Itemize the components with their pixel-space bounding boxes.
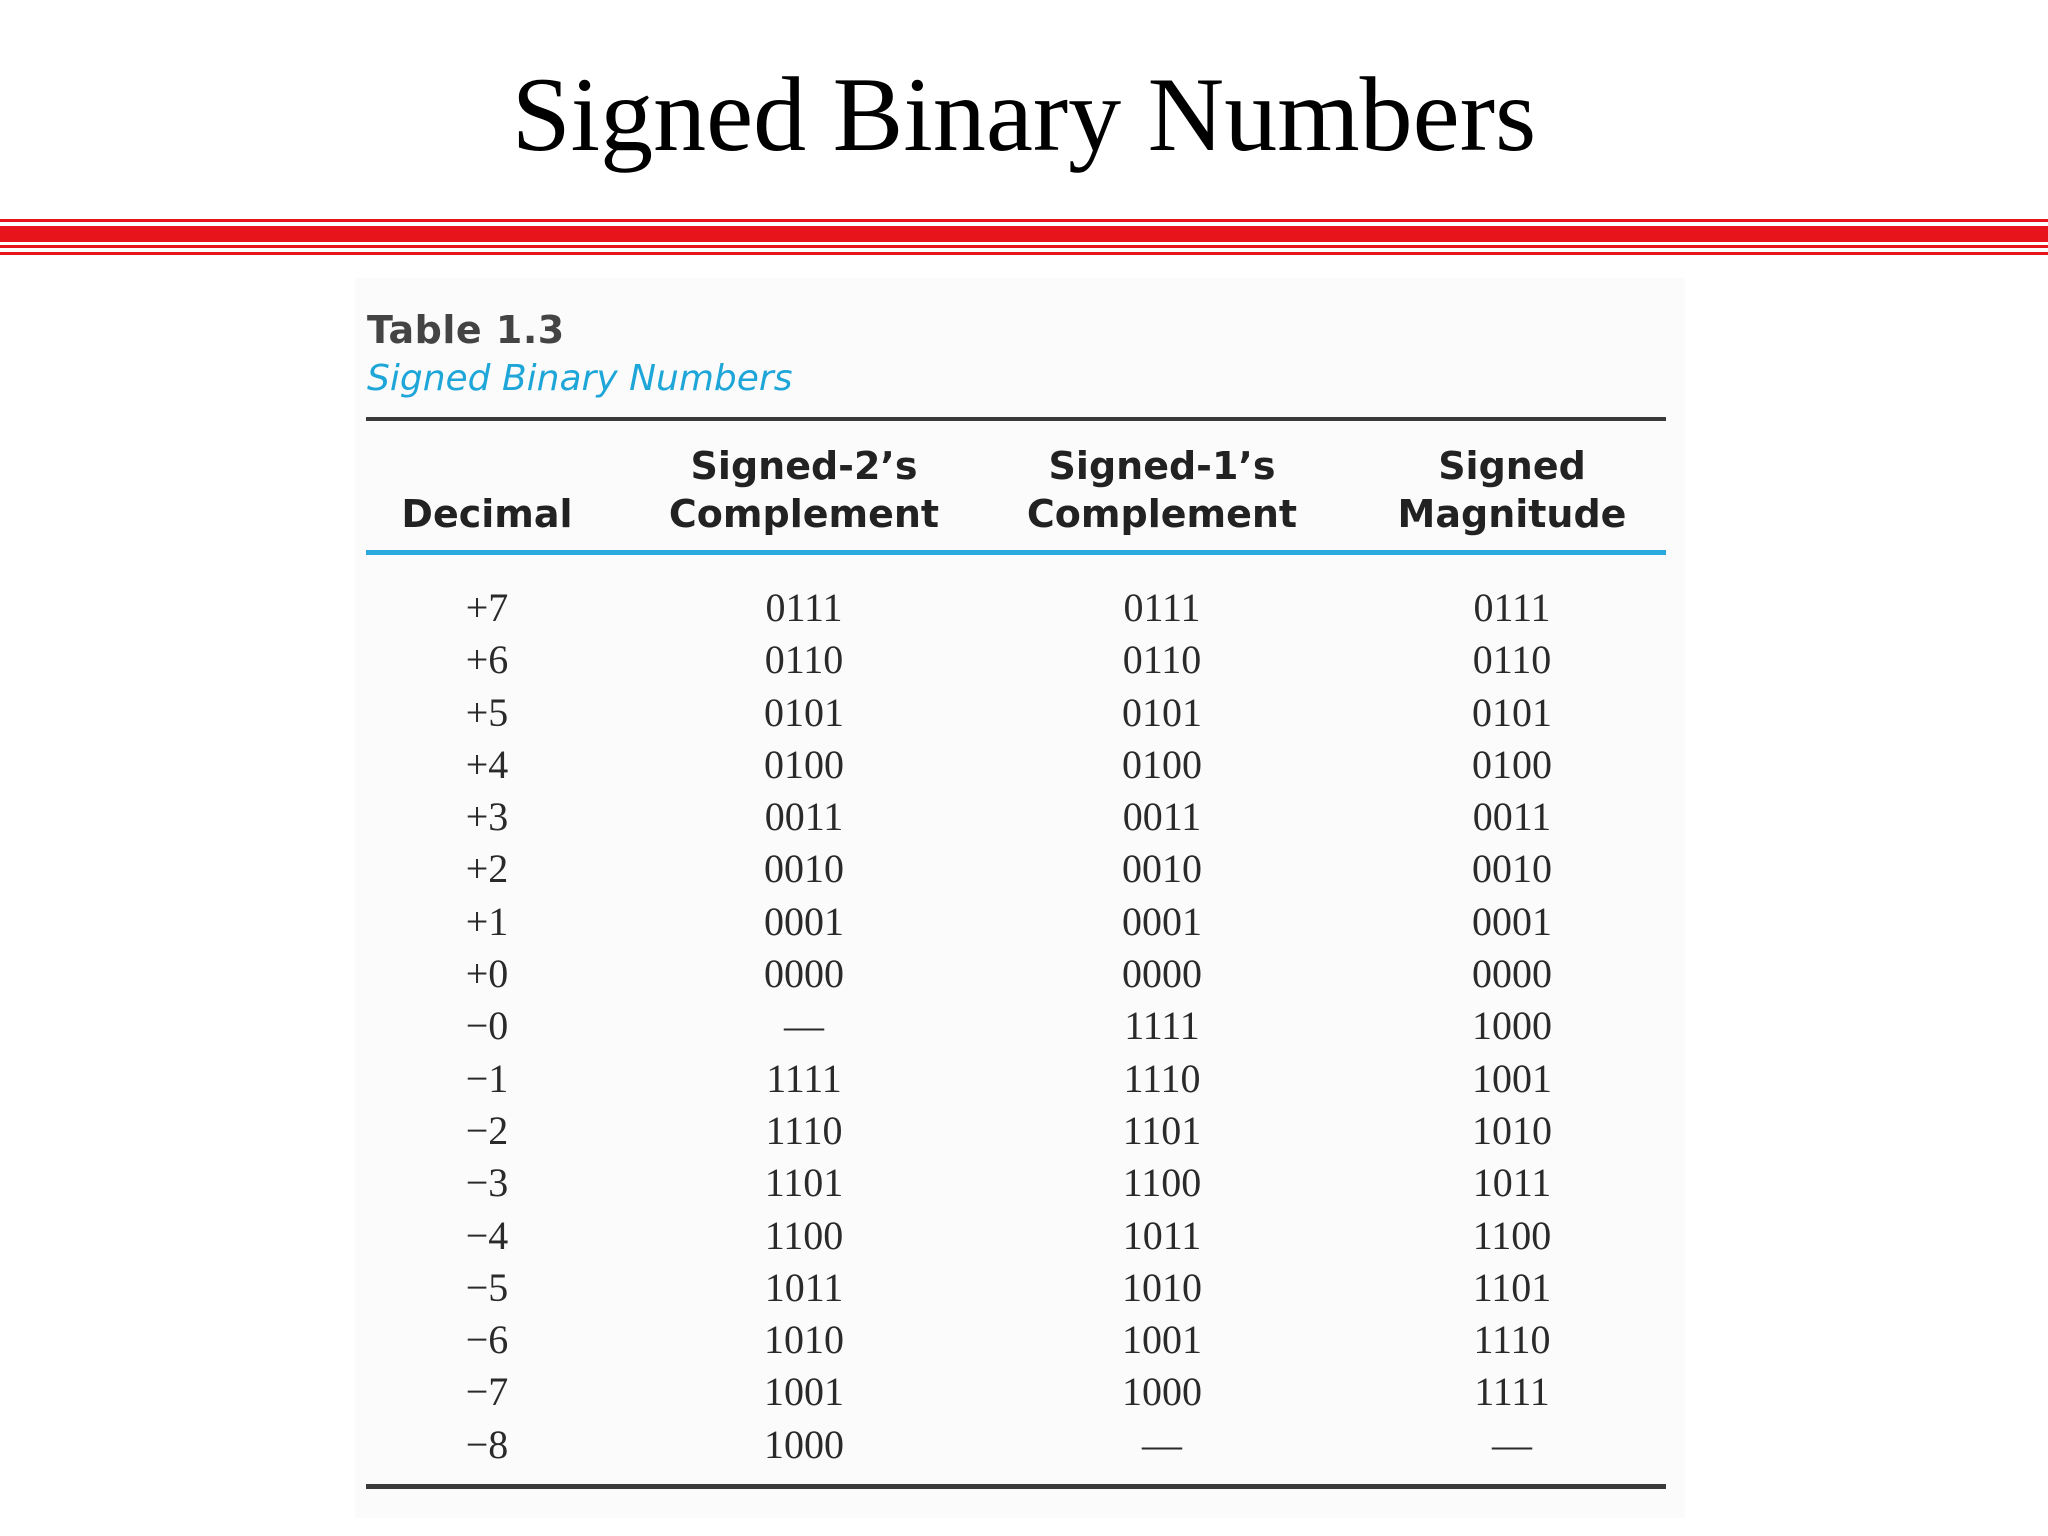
table-row: [0, 791, 2048, 843]
decimal-cell: +4: [465, 741, 509, 787]
ones-complement-cell: 0011: [1122, 794, 1202, 840]
ones-complement-cell: 1000: [1122, 1369, 1202, 1415]
twos-complement-cell: 0001: [764, 898, 844, 944]
twos-complement-cell: 0111: [765, 585, 843, 630]
table-caption: Signed Binary Numbers: [367, 358, 793, 399]
column-header-line: Complement: [668, 492, 940, 536]
decimal-cell: +6: [465, 637, 509, 683]
ones-complement-cell: 0100: [1122, 741, 1202, 787]
twos-complement-cell: 1111: [766, 1055, 842, 1101]
bottom-thin-divider-1: [0, 245, 2048, 248]
twos-complement-cell: 1101: [764, 1160, 844, 1206]
table-row: [0, 1262, 2048, 1314]
table-row: [0, 582, 2048, 634]
signed-magnitude-cell: —: [1492, 1421, 1532, 1467]
twos-complement-cell: 1010: [764, 1317, 844, 1363]
decimal-cell: −6: [465, 1317, 509, 1363]
ones-complement-cell: 0010: [1122, 846, 1202, 892]
ones-complement-cell: 0111: [1123, 585, 1201, 630]
ones-complement-cell: 1101: [1122, 1107, 1202, 1153]
twos-complement-cell: 1001: [764, 1369, 844, 1415]
column-header-line: Decimal: [401, 492, 573, 536]
table-row: [0, 896, 2048, 948]
column-header-signed-magnitude: [1398, 442, 1627, 538]
slide-title: Signed Binary Numbers: [511, 56, 1537, 173]
signed-magnitude-cell: 0000: [1472, 951, 1552, 997]
twos-complement-cell: 0101: [764, 689, 844, 735]
ones-complement-cell: 1110: [1123, 1055, 1201, 1101]
twos-complement-cell: —: [784, 1003, 824, 1049]
twos-complement-cell: 0110: [764, 637, 844, 683]
decimal-cell: −2: [465, 1107, 509, 1153]
signed-magnitude-cell: 1010: [1472, 1107, 1552, 1153]
table-row: [0, 687, 2048, 739]
decimal-cell: +0: [465, 951, 509, 997]
decimal-cell: −7: [465, 1369, 509, 1415]
column-header-line: Signed-1’s: [1048, 444, 1276, 488]
decimal-cell: +1: [465, 898, 509, 944]
twos-complement-cell: 1100: [764, 1212, 844, 1258]
signed-magnitude-cell: 1111: [1474, 1369, 1550, 1415]
table-row: [0, 1366, 2048, 1418]
column-header-line: Signed: [1438, 444, 1586, 488]
ones-complement-cell: 0000: [1122, 951, 1202, 997]
table-row: [0, 1210, 2048, 1262]
table-row: [0, 634, 2048, 686]
signed-magnitude-cell: 1011: [1472, 1160, 1552, 1206]
decimal-cell: −8: [465, 1421, 509, 1467]
signed-magnitude-cell: 0101: [1472, 689, 1552, 735]
table-bottom-rule: [366, 1484, 1666, 1489]
decimal-cell: +5: [465, 689, 509, 735]
twos-complement-cell: 0100: [764, 741, 844, 787]
ones-complement-cell: 1111: [1124, 1003, 1200, 1049]
decimal-cell: +2: [465, 846, 509, 892]
signed-magnitude-cell: 0001: [1472, 898, 1552, 944]
ones-complement-cell: 0001: [1122, 898, 1202, 944]
table-top-rule: [366, 417, 1666, 421]
table-row: [0, 948, 2048, 1000]
twos-complement-cell: 0000: [764, 951, 844, 997]
ones-complement-cell: —: [1142, 1421, 1182, 1467]
table-body: [0, 582, 2048, 1471]
table-row: [0, 1314, 2048, 1366]
top-thin-divider: [0, 219, 2048, 222]
twos-complement-cell: 1011: [764, 1264, 844, 1310]
decimal-cell: +7: [465, 585, 509, 630]
column-header-line: Complement: [1026, 492, 1298, 536]
signed-magnitude-cell: 1000: [1472, 1003, 1552, 1049]
ones-complement-cell: 0110: [1122, 637, 1202, 683]
twos-complement-cell: 1000: [764, 1421, 844, 1467]
twos-complement-cell: 0011: [764, 794, 844, 840]
ones-complement-cell: 1010: [1122, 1264, 1202, 1310]
signed-magnitude-cell: 1001: [1472, 1055, 1552, 1101]
table-row: [0, 1419, 2048, 1471]
ones-complement-cell: 1100: [1122, 1160, 1202, 1206]
decimal-cell: −4: [465, 1212, 509, 1258]
ones-complement-cell: 1011: [1122, 1212, 1202, 1258]
column-header-twos-complement: [669, 442, 939, 538]
decimal-cell: −3: [465, 1160, 509, 1206]
signed-magnitude-cell: 0100: [1472, 741, 1552, 787]
column-header-line: Signed-2’s: [690, 444, 918, 488]
column-header-ones-complement: [1027, 442, 1297, 538]
signed-magnitude-cell: 0010: [1472, 846, 1552, 892]
table-header-rule: [366, 550, 1666, 555]
twos-complement-cell: 1110: [765, 1107, 843, 1153]
column-header-line: [401, 442, 572, 490]
table-row: [0, 739, 2048, 791]
signed-magnitude-cell: 0110: [1472, 637, 1552, 683]
table-row: [0, 1105, 2048, 1157]
bottom-thin-divider-2: [0, 252, 2048, 255]
signed-magnitude-cell: 0111: [1473, 585, 1551, 630]
accent-divider: [0, 226, 2048, 242]
ones-complement-cell: 1001: [1122, 1317, 1202, 1363]
column-header-decimal: [401, 442, 572, 538]
signed-magnitude-cell: 1101: [1472, 1264, 1552, 1310]
decimal-cell: −5: [465, 1264, 509, 1310]
decimal-cell: −1: [465, 1055, 509, 1101]
table-row: [0, 1000, 2048, 1052]
column-header-line: Magnitude: [1397, 492, 1627, 536]
table-row: [0, 1053, 2048, 1105]
decimal-cell: −0: [465, 1003, 509, 1049]
decimal-cell: +3: [465, 794, 509, 840]
table-row: [0, 843, 2048, 895]
signed-magnitude-cell: 1110: [1473, 1317, 1551, 1363]
twos-complement-cell: 0010: [764, 846, 844, 892]
ones-complement-cell: 0101: [1122, 689, 1202, 735]
table-number-label: Table 1.3: [367, 308, 565, 352]
table-row: [0, 1157, 2048, 1209]
signed-magnitude-cell: 1100: [1472, 1212, 1552, 1258]
signed-magnitude-cell: 0011: [1472, 794, 1552, 840]
